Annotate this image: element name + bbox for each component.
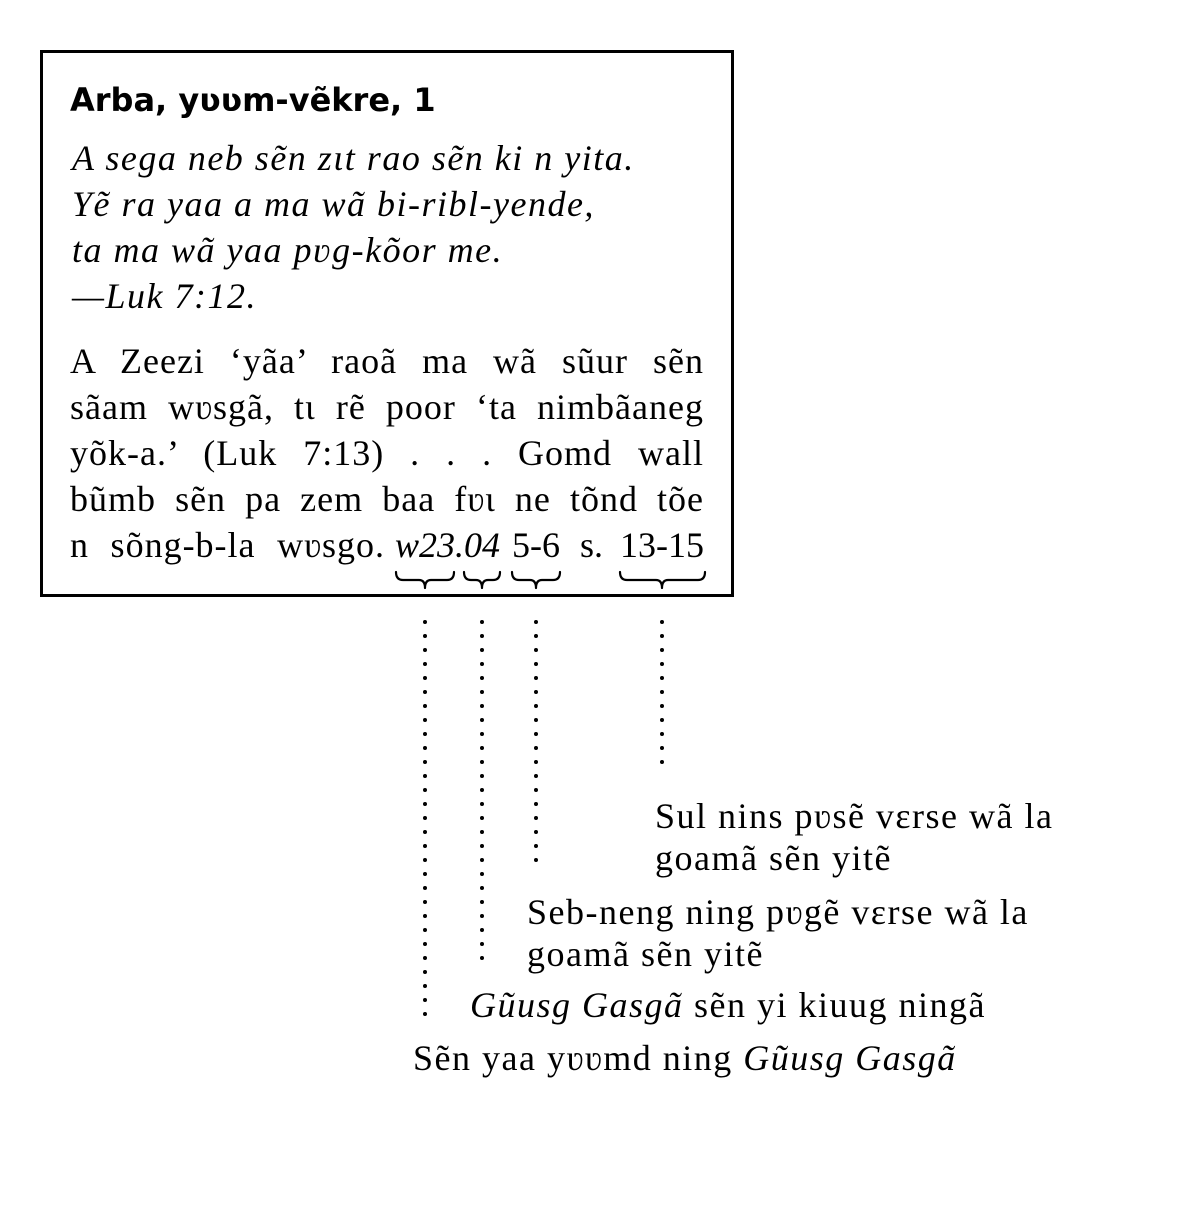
reference-dot: . — [455, 525, 465, 565]
theme-scripture-line: ta ma wã yaa pʋg-kõor me. — [72, 230, 504, 270]
legend-year-label — [413, 1037, 957, 1079]
legend-year-publication: Gũusg Gasgã — [743, 1038, 957, 1078]
comment-line: bũmb sẽn pa zem baa fʋɩ ne tõnd tõe — [70, 479, 704, 519]
legend-issue-text: sẽn yi kiuug ningã — [694, 985, 986, 1025]
legend-page-line: Seb-neng ning pʋgẽ vɛrse wã la — [527, 892, 1029, 932]
legend-paragraphs-label — [655, 795, 1053, 879]
theme-scripture-line: Yẽ ra yaa a ma wã bi-ribl-yende, — [72, 184, 595, 224]
comment-last-line: n sõng-b-la wʋsgo. — [70, 525, 385, 565]
legend-page-line: goamã sẽn yitẽ — [527, 934, 764, 974]
legend-page-label — [527, 891, 1029, 975]
reference-issue: 04 — [464, 525, 501, 565]
reference-paragraph-label: s. — [580, 525, 604, 565]
comment-line: A Zeezi ‘yãa’ raoã ma wã sũur sẽn — [70, 341, 704, 381]
comment-paragraph — [70, 338, 704, 522]
theme-scripture-citation: —Luk 7:12. — [72, 276, 257, 316]
legend-paragraphs-line: goamã sẽn yitẽ — [655, 838, 892, 878]
daily-text-date-heading: Arba, yʋʋm-vẽkre, 1 — [70, 81, 436, 119]
legend-year-text: Sẽn yaa yʋʋmd ning — [413, 1038, 733, 1078]
reference-year: w23 — [395, 525, 456, 565]
comment-line: yõk-a.’ (Luk 7:13) . . . Gomd wall — [70, 433, 704, 473]
legend-issue-publication: Gũusg Gasgã — [470, 985, 684, 1025]
legend-issue-label — [470, 984, 986, 1026]
reference-paragraphs: 13-15 — [620, 525, 704, 565]
theme-scripture-line: A sega neb sẽn zɩt rao sẽn ki n yita. — [72, 138, 635, 178]
reference-issue-code — [395, 522, 500, 568]
legend-paragraphs-line: Sul nins pʋsẽ vɛrse wã la — [655, 796, 1054, 836]
comment-line: sãam wʋsgã, tɩ rẽ poor ‘ta nimbãaneg — [70, 387, 704, 427]
reference-pages: 5-6 — [512, 525, 560, 565]
theme-scripture — [72, 135, 635, 319]
